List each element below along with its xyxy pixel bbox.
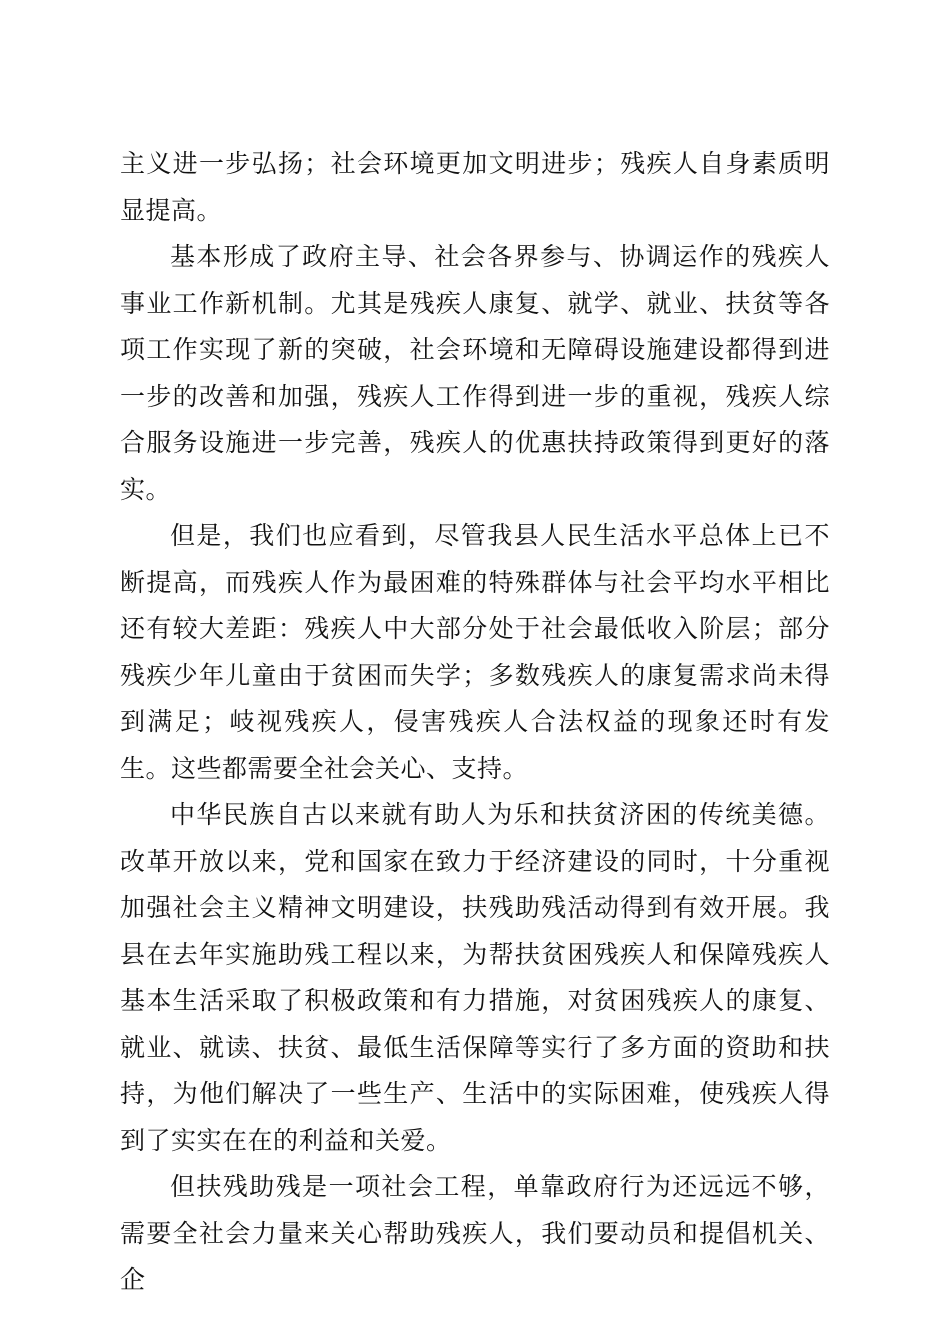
paragraph-gap: 但是，我们也应看到，尽管我县人民生活水平总体上已不断提高，而残疾人作为最困难的特殊群体与社会平均水平相比还有较大差距：残疾人中大部分处于社会最低收入阶层；部分残疾少年儿童由于贫困而失学；多数残疾人的康复需求尚未得到满足；岐视残疾人，侵害残疾人合法权益的现象还时有发生。这些都需要全社会关心、支持。: [120, 521, 830, 783]
paragraph-social-project: 但扶残助残是一项社会工程，单靠政府行为还远远不够，需要全社会力量来关心帮助残疾人，我们要动员和提倡机关、企: [120, 1172, 830, 1294]
paragraph-new-mechanism: 基本形成了政府主导、社会各界参与、协调运作的残疾人事业工作新机制。尤其是残疾人康复、就学、就业、扶贫等各项工作实现了新的突破，社会环境和无障碍设施建设都得到进一步的改善和加强，残疾人工作得到进一步的重视，残疾人综合服务设施进一步完善，残疾人的优惠扶持政策得到更好的落实。: [120, 242, 830, 504]
body-text: [120, 141, 830, 1304]
paragraph-continued: 主义进一步弘扬；社会环境更加文明进步；残疾人自身素质明显提高。: [120, 149, 830, 225]
paragraph-tradition: 中华民族自古以来就有助人为乐和扶贫济困的传统美德。改革开放以来，党和国家在致力于经济建设的同时，十分重视加强社会主义精神文明建设，扶残助残活动得到有效开展。我县在去年实施助残工程以来，为帮扶贫困残疾人和保障残疾人基本生活采取了积极政策和有力措施，对贫困残疾人的康复、就业、就读、扶贫、最低生活保障等实行了多方面的资助和扶持，为他们解决了一些生产、生活中的实际困难，使残疾人得到了实实在在的利益和关爱。: [120, 800, 830, 1155]
